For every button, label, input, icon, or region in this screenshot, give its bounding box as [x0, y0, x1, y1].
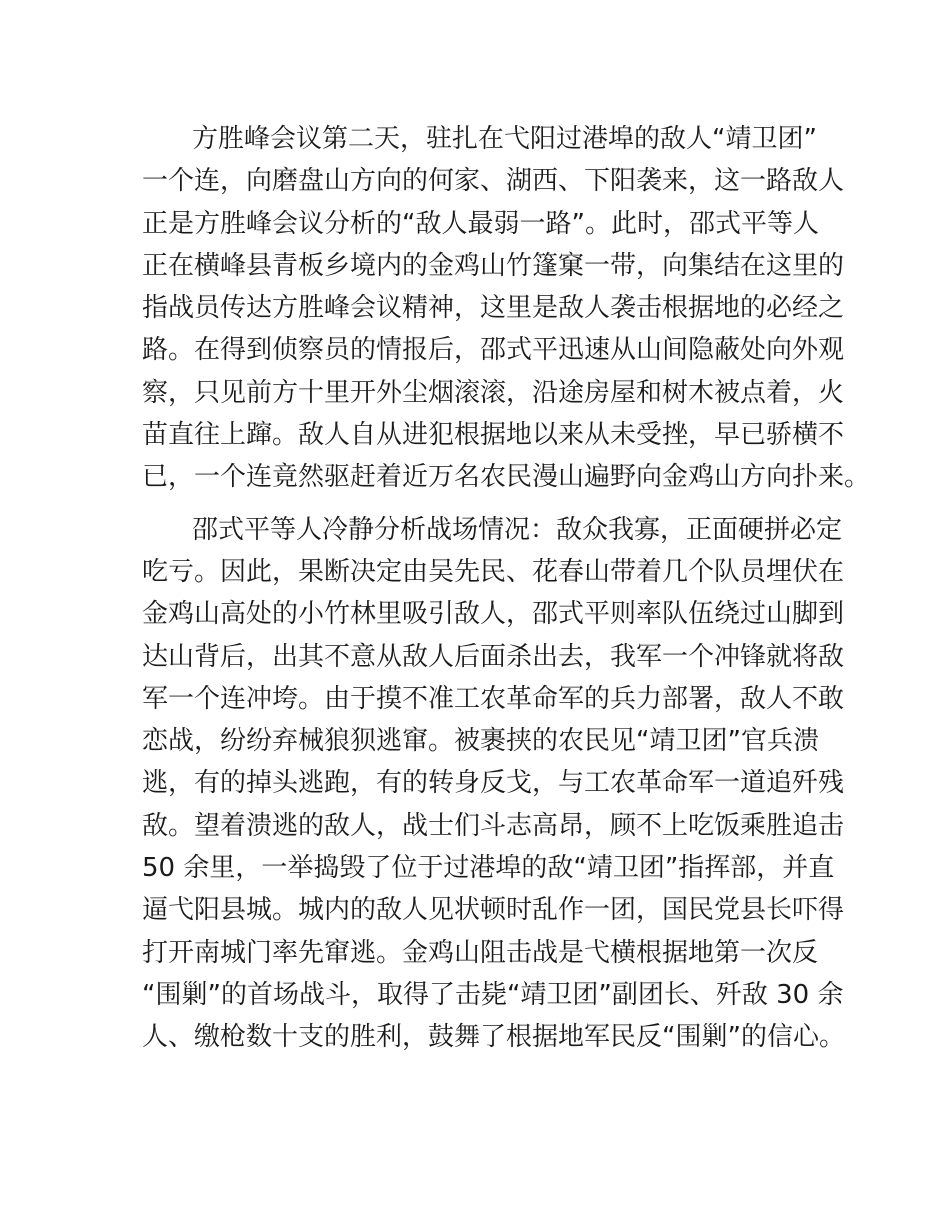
paragraph-line: 已，一个连竟然驱赶着近万名农民漫山遍野向金鸡山方向扑来。 [142, 462, 871, 493]
paragraph-line: 敌。望着溃逃的敌人，战士们斗志高昂，顾不上吃饭乘胜追击 [142, 810, 845, 841]
paragraph-line: 苗直往上蹿。敌人自从进犯根据地以来从未受挫，早已骄横不 [142, 420, 845, 451]
paragraph-line: 打开南城门率先窜逃。金鸡山阻击战是弋横根据地第一次反 [142, 937, 819, 968]
paragraph-line: 逃，有的掉头逃跑，有的转身反戈，与工农革命军一道追歼残 [142, 768, 845, 799]
paragraph-line: 军一个连冲垮。由于摸不准工农革命军的兵力部署，敌人不敢 [142, 683, 845, 714]
paragraph-2 [142, 509, 845, 1059]
paragraph-line: 正在横峰县青板乡境内的金鸡山竹篷窠一带，向集结在这里的 [142, 250, 845, 281]
paragraph-line: 邵式平等人冷静分析战场情况：敌众我寡，正面硬拼必定 [192, 514, 843, 545]
paragraph-line: 吃亏。因此，果断决定由吴先民、花春山带着几个队员埋伏在 [142, 556, 845, 587]
paragraph-line: “围剿”的首场战斗，取得了击毙“靖卫团”副团长、歼敌 30 余 [142, 979, 844, 1010]
paragraph-line: 恋战，纷纷弃械狼狈逃窜。被裹挟的农民见“靖卫团”官兵溃 [142, 726, 819, 757]
paragraph-line: 路。在得到侦察员的情报后，邵式平迅速从山间隐蔽处向外观 [142, 335, 845, 366]
paragraph-line: 正是方胜峰会议分析的“敌人最弱一路”。此时，邵式平等人 [142, 208, 819, 239]
paragraph-line: 50 余里，一举捣毁了位于过港埠的敌“靖卫团”指挥部，并直 [142, 853, 835, 884]
paragraph-line: 指战员传达方胜峰会议精神，这里是敌人袭击根据地的必经之 [142, 293, 845, 324]
paragraph-line: 察，只见前方十里开外尘烟滚滚，沿途房屋和树木被点着，火 [142, 377, 845, 408]
paragraph-line: 方胜峰会议第二天，驻扎在弋阳过港埠的敌人“靖卫团” [192, 124, 817, 154]
paragraph-line: 一个连，向磨盘山方向的何家、湖西、下阳袭来，这一路敌人 [142, 166, 845, 197]
paragraph-line: 逼弋阳县城。城内的敌人见状顿时乱作一团，国民党县长吓得 [142, 895, 845, 926]
document-body [142, 118, 871, 1059]
paragraph-line: 人、缴枪数十支的胜利，鼓舞了根据地军民反“围剿”的信心。 [142, 1022, 845, 1053]
paragraph-1 [142, 118, 871, 499]
paragraph-line: 达山背后，出其不意从敌人后面杀出去，我军一个冲锋就将敌 [142, 641, 845, 672]
paragraph-line: 金鸡山高处的小竹林里吸引敌人，邵式平则率队伍绕过山脚到 [142, 599, 845, 630]
